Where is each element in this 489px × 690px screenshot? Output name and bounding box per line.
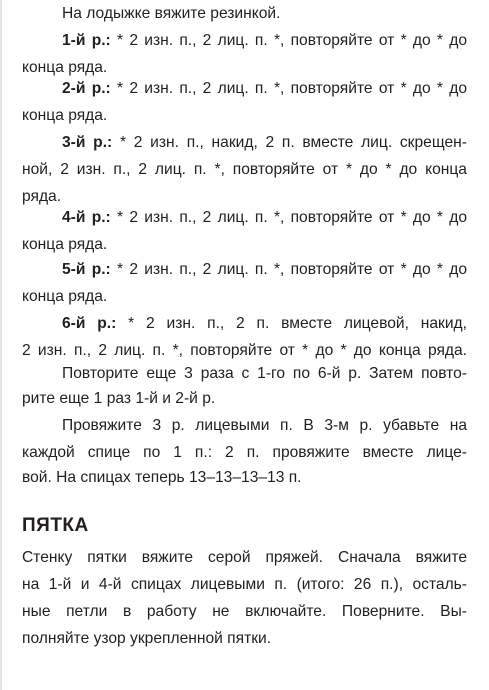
heel-line-4: полняйте узор укрепленной пятки. xyxy=(22,630,272,647)
knit-line-1: Провяжите 3 р. лицевыми п. В 3-м р. убавьте на xyxy=(62,417,467,434)
row-3-line-3: ряда. xyxy=(22,188,62,205)
row-5-line-1 xyxy=(62,257,467,283)
row-5-text: * 2 изн. п., 2 лиц. п. *, повторяйте от * до * до xyxy=(110,261,467,278)
row-1-line-2: конца ряда. xyxy=(22,59,108,76)
page-edge xyxy=(0,0,2,690)
section-heading: ПЯТКА xyxy=(22,515,89,536)
row-6-line-2: 2 изн. п., 2 лиц. п. *, повторяйте от * до * до конца ряда. xyxy=(22,342,467,359)
heel-line-2: на 1-й и 4-й спицах лицевыми п. (итого: 26 п.), осталь- xyxy=(22,576,467,593)
row-3-label: 3-й р.: xyxy=(62,134,113,151)
repeat-line-2: рите еще 1 раз 1-й и 2-й р. xyxy=(22,390,216,407)
heel-line-3: ные петли в работу не включайте. Поверните. Вы- xyxy=(22,603,467,620)
row-6-label: 6-й р.: xyxy=(62,315,117,332)
row-3-text: * 2 изн. п., накид, 2 п. вместе лиц. скрещен- xyxy=(112,134,467,151)
knit-line-3: вой. На спицах теперь 13–13–13–13 п. xyxy=(22,469,302,486)
row-1-line-1 xyxy=(62,28,467,54)
row-2-line-1 xyxy=(62,76,467,102)
heel-line-1: Стенку пятки вяжите серой пряжей. Сначала вяжите xyxy=(22,549,467,566)
row-1-text: * 2 изн. п., 2 лиц. п. *, повторяйте от * до * до xyxy=(110,32,467,49)
row-4-label: 4-й р.: xyxy=(62,209,111,226)
row-4-line-2: конца ряда. xyxy=(22,236,108,253)
row-4-line-1 xyxy=(62,205,467,231)
knit-line-2: каждой спице по 1 п.: 2 п. провяжите вместе лице- xyxy=(22,444,467,461)
row-3-line-2: ной, 2 изн. п., 2 лиц. п. *, повторяйте от * до * до конца xyxy=(22,161,467,178)
row-1-label: 1-й р.: xyxy=(62,32,111,49)
row-4-text: * 2 изн. п., 2 лиц. п. *, повторяйте от * до * до xyxy=(110,209,467,226)
row-2-label: 2-й р.: xyxy=(62,80,111,97)
row-5-line-2: конца ряда. xyxy=(22,288,108,305)
row-2-line-2: конца ряда. xyxy=(22,107,108,124)
row-5-label: 5-й р.: xyxy=(62,261,111,278)
row-2-text: * 2 изн. п., 2 лиц. п. *, повторяйте от * до * до xyxy=(110,80,467,97)
intro-text: На лодыжке вяжите резинкой. xyxy=(62,5,281,22)
repeat-line-1: Повторите еще 3 раза с 1-го по 6-й р. Затем повто- xyxy=(62,365,467,382)
row-3-line-1 xyxy=(62,130,467,156)
row-6-text: * 2 изн. п., 2 п. вместе лицевой, накид, xyxy=(116,315,467,332)
row-6-line-1 xyxy=(62,311,467,337)
